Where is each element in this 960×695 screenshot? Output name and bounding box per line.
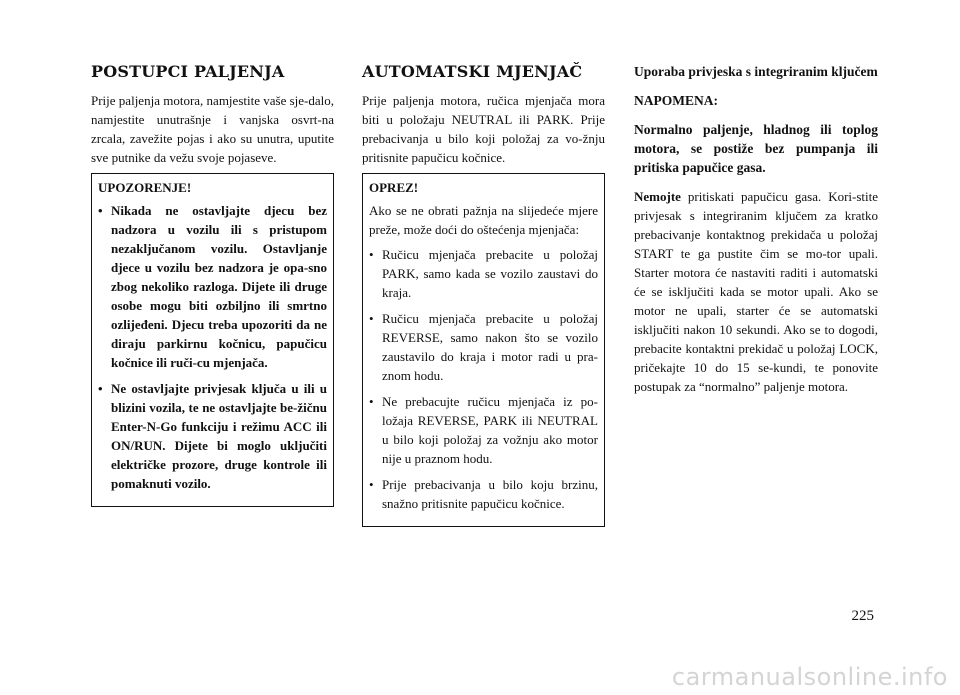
note-label: NAPOMENA: <box>634 93 718 108</box>
caution-item: • Ne prebacujte ručicu mjenjača iz po-ložaja REVERSE, PARK ili NEUTRAL u bilo koji položaj za vožnju ako motor nije u praznom hodu. <box>369 392 598 468</box>
caution-item: • Prije prebacivanja u bilo koju brzinu, snažno pritisnite papučicu kočnice. <box>369 475 598 513</box>
section-heading-transmission: AUTOMATSKI MJENJAČ <box>362 62 583 81</box>
caution-list <box>369 245 598 513</box>
warning-title: UPOZORENJE! <box>98 180 192 195</box>
caution-intro: Ako se ne obrati pažnja na slijedeće mjere preže, može doći do oštećenja mjenjača: <box>369 203 598 237</box>
caution-item: • Ručicu mjenjača prebacite u položaj PARK, samo kada se vozilo zaustavi do kraja. <box>369 245 598 302</box>
warning-item: • Nikada ne ostavljajte djecu bez nadzora u vozilu ili s pristupom nezaključanom vozilu. Ostavljanje djece u vozilu bez nadzora je opa-sno zbog nekoliko razloga. Dijete ili druge osobe mogu biti ozbiljno ili smrtno ozlijeđeni. Djecu treba upozoriti da ne diraju parkirnu kočnicu, papučicu kočnice ili ruči-cu mjenjača. <box>98 201 327 372</box>
section-heading-ignition: POSTUPCI PALJENJA <box>91 62 285 81</box>
caution-item: • Ručicu mjenjača prebacite u položaj REVERSE, samo nakon što se vozilo zaustavilo do kraja i motor radi u pra-znom hodu. <box>369 309 598 385</box>
warning-box <box>91 173 334 507</box>
body-lead-word: Nemojte <box>634 189 681 204</box>
key-fob-body <box>634 187 878 396</box>
warning-item: • Ne ostavljajte privjesak ključa u ili u blizini vozila, te ne ostavljajte be-žičnu Enter-N-Go funkciju i režimu ACC ili ON/RUN. Dijete bi moglo uključiti električke prozore, druge kontrole ili pomaknuti vozilo. <box>98 379 327 493</box>
warning-list <box>98 201 327 493</box>
key-fob-subheading: Uporaba privjeska s integriranim ključem <box>634 64 878 79</box>
column-automatic-transmission <box>362 62 605 527</box>
watermark-text: carmanualsonline.info <box>671 663 948 691</box>
page-number: 225 <box>851 608 874 624</box>
column-key-fob-usage <box>634 62 878 406</box>
column-ignition-procedures <box>91 62 334 507</box>
caution-title: OPREZ! <box>369 180 419 195</box>
body-text: pritiskati papučicu gasa. Kori-stite privjesak s integriranim ključem za kratko prebacivanje kontaktnog prekidača u položaj START te ga pustite čim se mo-tor upali. Starter motora će nastaviti raditi i automatski će se isključiti kada se motor upali. Ako se motor ne upali, starter će se automatski isključiti nakon 10 sekundi. Ako se to dogodi, prebacite kontaktni prekidač u položaj LOCK, pričekajte 10 do 15 se-kundi, te ponovite postupak za “normalno” paljenje motora. <box>634 189 879 394</box>
note-text: Normalno paljenje, hladnog ili toplog motora, se postiže bez pumpanja ili pritiska papučice gasa. <box>634 122 878 175</box>
caution-box <box>362 173 605 527</box>
transmission-intro-text: Prije paljenja motora, ručica mjenjača mora biti u položaju NEUTRAL ili PARK. Prije prebacivanja u bilo koji položaj za vo-žnju pritisnite papučicu kočnice. <box>362 93 605 165</box>
ignition-intro-text: Prije paljenja motora, namjestite vaše sje-dalo, namjestite unutrašnje i vanjska osvrt-na zrcala, zavežite pojas i ako su unutra, uputite sve putnike da vežu svoje pojaseve. <box>91 93 334 165</box>
